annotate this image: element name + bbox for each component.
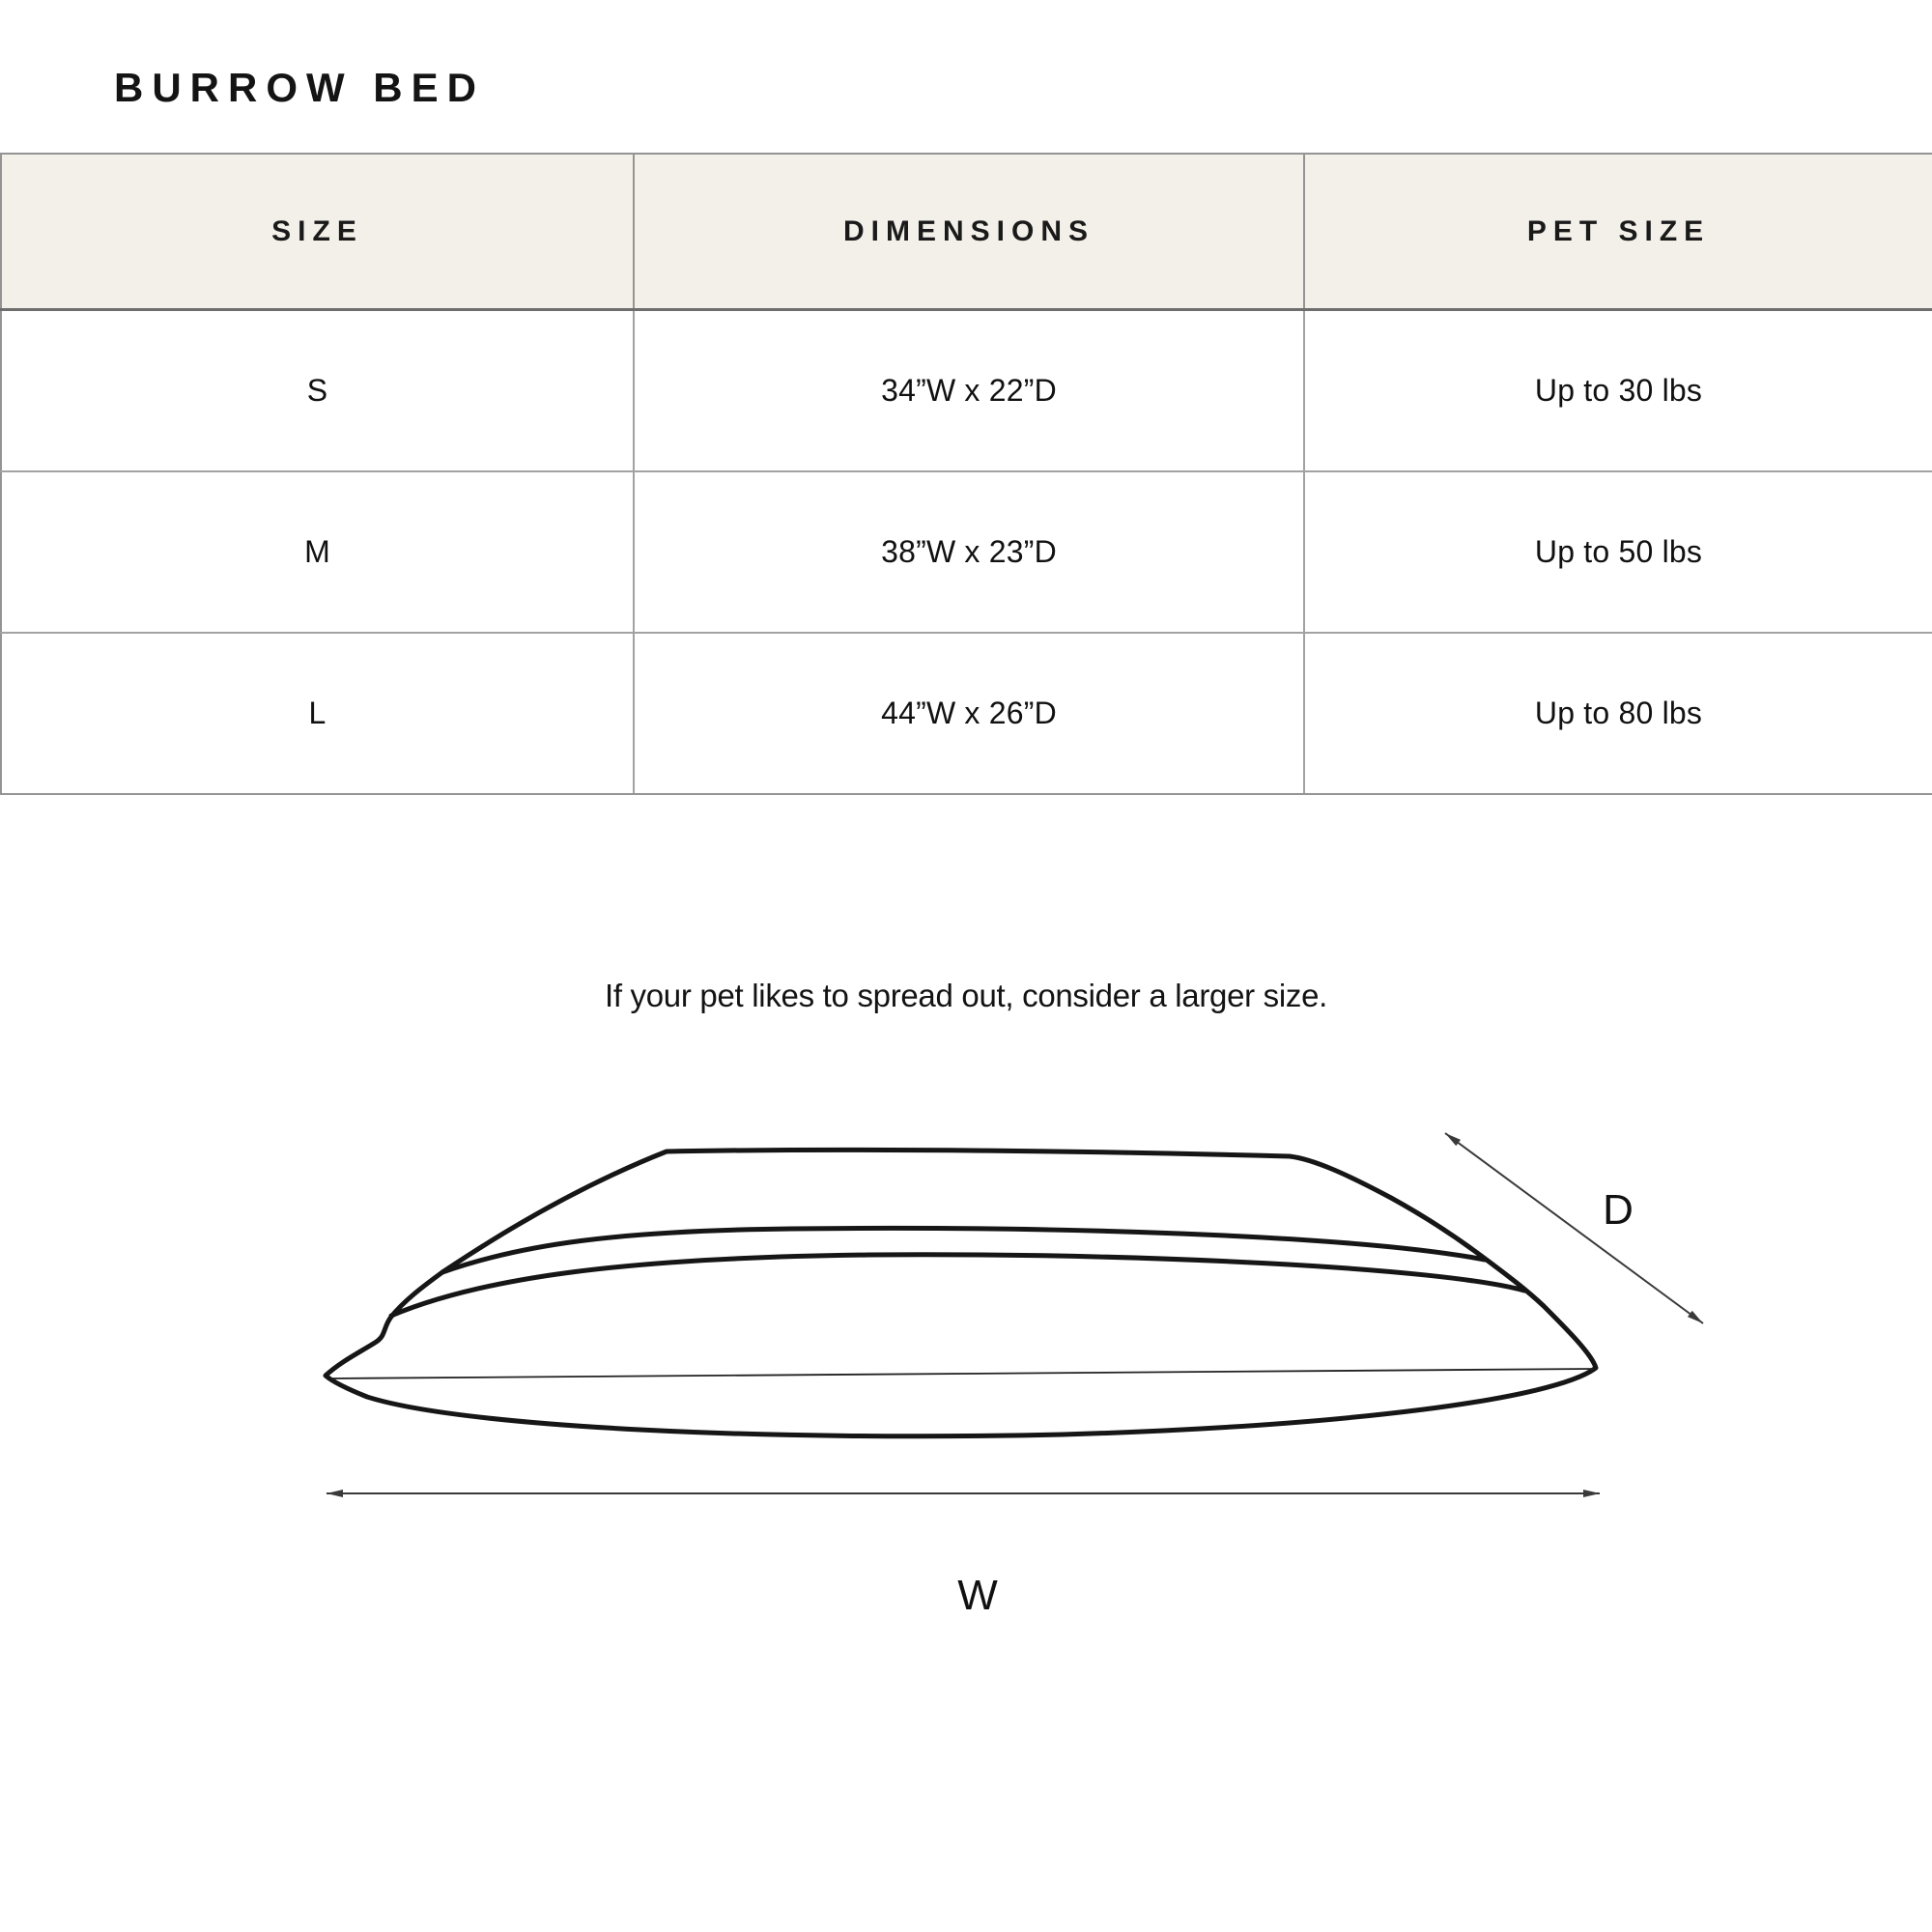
- depth-label: D: [1603, 1186, 1634, 1234]
- cell-size: L: [1, 633, 634, 794]
- cell-pet-size: Up to 50 lbs: [1304, 471, 1932, 633]
- width-label: W: [957, 1572, 998, 1619]
- cell-size: M: [1, 471, 634, 633]
- cell-dimensions: 34”W x 22”D: [634, 310, 1304, 472]
- page-title: BURROW BED: [114, 65, 485, 110]
- depth-arrow: [1445, 1133, 1703, 1323]
- bed-diagram: [0, 1063, 1932, 1739]
- cell-pet-size: Up to 30 lbs: [1304, 310, 1932, 472]
- table-row: [1, 633, 1932, 794]
- table-row: [1, 310, 1932, 472]
- header-dimensions: DIMENSIONS: [634, 154, 1304, 310]
- bed-fold-lower: [391, 1255, 1524, 1316]
- cell-size: S: [1, 310, 634, 472]
- bed-seam: [331, 1369, 1593, 1378]
- cell-dimensions: 38”W x 23”D: [634, 471, 1304, 633]
- header-size: SIZE: [1, 154, 634, 310]
- bed-outline: [326, 1150, 1596, 1435]
- size-chart-table: [0, 153, 1932, 795]
- cell-dimensions: 44”W x 26”D: [634, 633, 1304, 794]
- header-row: [1, 154, 1932, 310]
- cell-pet-size: Up to 80 lbs: [1304, 633, 1932, 794]
- header-pet-size: PET SIZE: [1304, 154, 1932, 310]
- sizing-note: If your pet likes to spread out, consider a larger size.: [604, 978, 1328, 1013]
- table-row: [1, 471, 1932, 633]
